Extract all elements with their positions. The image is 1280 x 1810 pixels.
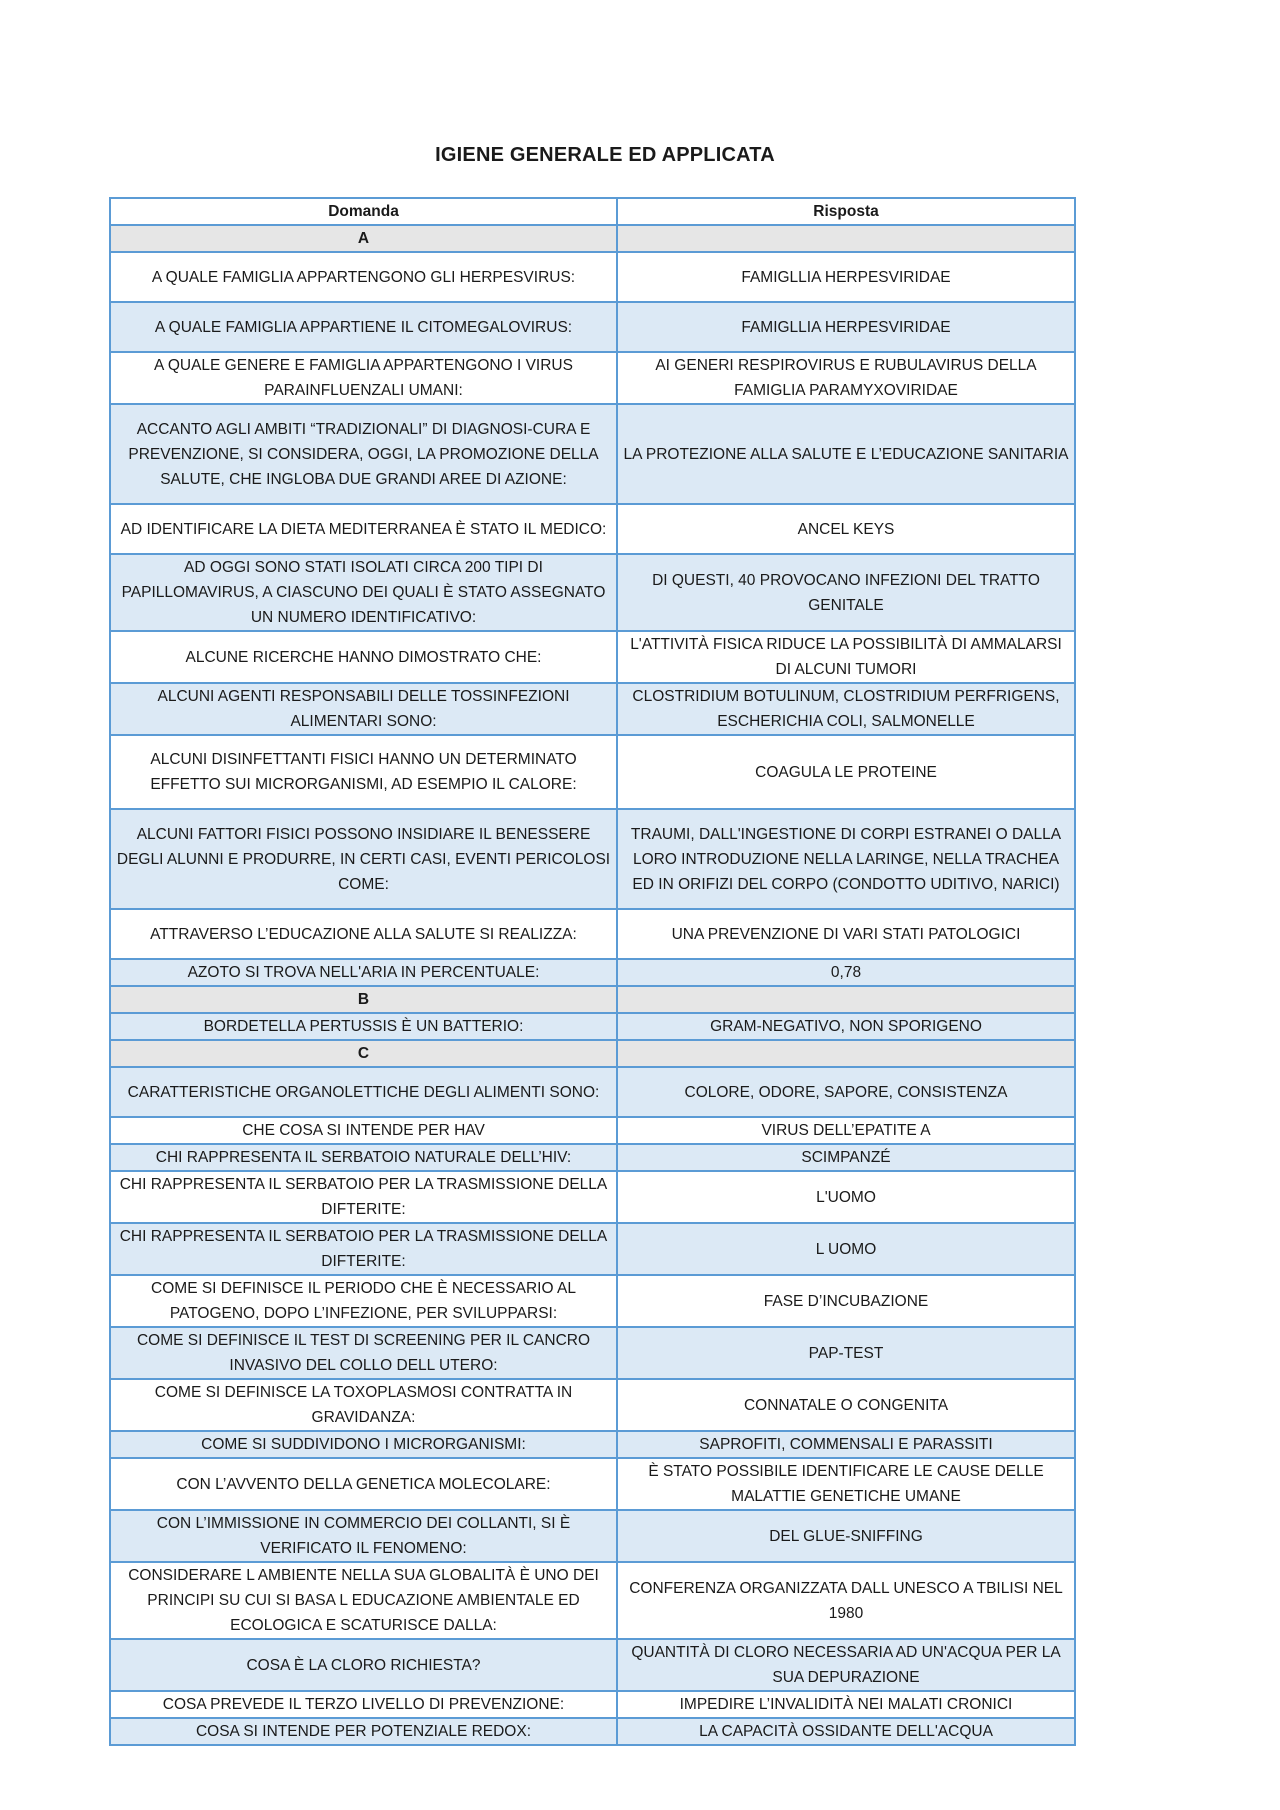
question-cell: CHI RAPPRESENTA IL SERBATOIO PER LA TRASMISSIONE DELLA DIFTERITE: <box>110 1223 617 1275</box>
question-cell: CHE COSA SI INTENDE PER HAV <box>110 1117 617 1144</box>
section-letter: C <box>110 1040 617 1067</box>
page-title: IGIENE GENERALE ED APPLICATA <box>435 144 775 166</box>
answer-cell: VIRUS DELL’EPATITE A <box>617 1117 1075 1144</box>
question-cell: CON L’AVVENTO DELLA GENETICA MOLECOLARE: <box>110 1458 617 1510</box>
answer-cell: LA PROTEZIONE ALLA SALUTE E L’EDUCAZIONE SANITARIA <box>617 404 1075 504</box>
answer-cell: FASE D’INCUBAZIONE <box>617 1275 1075 1327</box>
table-row <box>110 252 1075 302</box>
question-cell: CON L’IMMISSIONE IN COMMERCIO DEI COLLANTI, SI È VERIFICATO IL FENOMENO: <box>110 1510 617 1562</box>
qa-table <box>109 197 1076 1746</box>
answer-cell: PAP-TEST <box>617 1327 1075 1379</box>
answer-cell: DI QUESTI, 40 PROVOCANO INFEZIONI DEL TRATTO GENITALE <box>617 554 1075 631</box>
table-row <box>110 554 1075 631</box>
question-cell: AZOTO SI TROVA NELL'ARIA IN PERCENTUALE: <box>110 959 617 986</box>
table-row <box>110 1275 1075 1327</box>
header-answer: Risposta <box>617 198 1075 225</box>
question-cell: ALCUNI FATTORI FISICI POSSONO INSIDIARE IL BENESSERE DEGLI ALUNNI E PRODURRE, IN CERTI CASI, EVENTI PERICOLOSI COME: <box>110 809 617 909</box>
section-letter: A <box>110 225 617 252</box>
header-question: Domanda <box>110 198 617 225</box>
table-row <box>110 735 1075 809</box>
section-letter-empty <box>617 986 1075 1013</box>
table-row <box>110 1562 1075 1639</box>
question-cell: BORDETELLA PERTUSSIS È UN BATTERIO: <box>110 1013 617 1040</box>
answer-cell: LA CAPACITÀ OSSIDANTE DELL'ACQUA <box>617 1718 1075 1745</box>
answer-cell: L UOMO <box>617 1223 1075 1275</box>
question-cell: A QUALE FAMIGLIA APPARTENGONO GLI HERPESVIRUS: <box>110 252 617 302</box>
table-row <box>110 352 1075 404</box>
table-row <box>110 683 1075 735</box>
question-cell: COME SI SUDDIVIDONO I MICRORGANISMI: <box>110 1431 617 1458</box>
question-cell: ATTRAVERSO L’EDUCAZIONE ALLA SALUTE SI REALIZZA: <box>110 909 617 959</box>
table-body <box>110 225 1075 1745</box>
answer-cell: QUANTITÀ DI CLORO NECESSARIA AD UN'ACQUA PER LA SUA DEPURAZIONE <box>617 1639 1075 1691</box>
answer-cell: L'UOMO <box>617 1171 1075 1223</box>
question-cell: COME SI DEFINISCE LA TOXOPLASMOSI CONTRATTA IN GRAVIDANZA: <box>110 1379 617 1431</box>
section-letter: B <box>110 986 617 1013</box>
answer-cell: UNA PREVENZIONE DI VARI STATI PATOLOGICI <box>617 909 1075 959</box>
question-cell: ACCANTO AGLI AMBITI “TRADIZIONALI” DI DIAGNOSI-CURA E PREVENZIONE, SI CONSIDERA, OGGI, LA PROMOZIONE DELLA SALUTE, CHE INGLOBA DUE GRANDI AREE DI AZIONE: <box>110 404 617 504</box>
answer-cell: CLOSTRIDIUM BOTULINUM, CLOSTRIDIUM PERFRIGENS, ESCHERICHIA COLI, SALMONELLE <box>617 683 1075 735</box>
section-letter-row <box>110 1040 1075 1067</box>
table-row <box>110 1510 1075 1562</box>
answer-cell: FAMIGLLIA HERPESVIRIDAE <box>617 252 1075 302</box>
question-cell: COSA È LA CLORO RICHIESTA? <box>110 1639 617 1691</box>
table-row <box>110 1144 1075 1171</box>
question-cell: CHI RAPPRESENTA IL SERBATOIO PER LA TRASMISSIONE DELLA DIFTERITE: <box>110 1171 617 1223</box>
question-cell: CONSIDERARE L AMBIENTE NELLA SUA GLOBALITÀ È UNO DEI PRINCIPI SU CUI SI BASA L EDUCAZIONE AMBIENTALE ED ECOLOGICA E SCATURISCE DALLA: <box>110 1562 617 1639</box>
answer-cell: COAGULA LE PROTEINE <box>617 735 1075 809</box>
table-row <box>110 1718 1075 1745</box>
table-row <box>110 1013 1075 1040</box>
question-cell: ALCUNI DISINFETTANTI FISICI HANNO UN DETERMINATO EFFETTO SUI MICRORGANISMI, AD ESEMPIO IL CALORE: <box>110 735 617 809</box>
section-letter-empty <box>617 225 1075 252</box>
question-cell: CHI RAPPRESENTA IL SERBATOIO NATURALE DELL’HIV: <box>110 1144 617 1171</box>
section-letter-row <box>110 225 1075 252</box>
question-cell: COSA PREVEDE IL TERZO LIVELLO DI PREVENZIONE: <box>110 1691 617 1718</box>
table-row <box>110 1327 1075 1379</box>
answer-cell: ANCEL KEYS <box>617 504 1075 554</box>
answer-cell: L'ATTIVITÀ FISICA RIDUCE LA POSSIBILITÀ DI AMMALARSI DI ALCUNI TUMORI <box>617 631 1075 683</box>
table-row <box>110 404 1075 504</box>
table-header-row <box>110 198 1075 225</box>
answer-cell: FAMIGLLIA HERPESVIRIDAE <box>617 302 1075 352</box>
answer-cell: È STATO POSSIBILE IDENTIFICARE LE CAUSE DELLE MALATTIE GENETICHE UMANE <box>617 1458 1075 1510</box>
table-row <box>110 1458 1075 1510</box>
answer-cell: DEL GLUE-SNIFFING <box>617 1510 1075 1562</box>
table-row <box>110 1639 1075 1691</box>
answer-cell: AI GENERI RESPIROVIRUS E RUBULAVIRUS DELLA FAMIGLIA PARAMYXOVIRIDAE <box>617 352 1075 404</box>
answer-cell: CONFERENZA ORGANIZZATA DALL UNESCO A TBILISI NEL 1980 <box>617 1562 1075 1639</box>
section-letter-empty <box>617 1040 1075 1067</box>
answer-cell: COLORE, ODORE, SAPORE, CONSISTENZA <box>617 1067 1075 1117</box>
table-row <box>110 1171 1075 1223</box>
table-row <box>110 504 1075 554</box>
question-cell: AD IDENTIFICARE LA DIETA MEDITERRANEA È STATO IL MEDICO: <box>110 504 617 554</box>
question-cell: COSA SI INTENDE PER POTENZIALE REDOX: <box>110 1718 617 1745</box>
table-row <box>110 1067 1075 1117</box>
question-cell: ALCUNE RICERCHE HANNO DIMOSTRATO CHE: <box>110 631 617 683</box>
answer-cell: SCIMPANZÉ <box>617 1144 1075 1171</box>
answer-cell: SAPROFITI, COMMENSALI E PARASSITI <box>617 1431 1075 1458</box>
answer-cell: GRAM-NEGATIVO, NON SPORIGENO <box>617 1013 1075 1040</box>
question-cell: CARATTERISTICHE ORGANOLETTICHE DEGLI ALIMENTI SONO: <box>110 1067 617 1117</box>
answer-cell: CONNATALE O CONGENITA <box>617 1379 1075 1431</box>
table-row <box>110 909 1075 959</box>
table-row <box>110 1117 1075 1144</box>
table-row <box>110 1223 1075 1275</box>
question-cell: COME SI DEFINISCE IL TEST DI SCREENING PER IL CANCRO INVASIVO DEL COLLO DELL UTERO: <box>110 1327 617 1379</box>
table-row <box>110 631 1075 683</box>
question-cell: ALCUNI AGENTI RESPONSABILI DELLE TOSSINFEZIONI ALIMENTARI SONO: <box>110 683 617 735</box>
section-letter-row <box>110 986 1075 1013</box>
table-row <box>110 1691 1075 1718</box>
question-cell: AD OGGI SONO STATI ISOLATI CIRCA 200 TIPI DI PAPILLOMAVIRUS, A CIASCUNO DEI QUALI È STATO ASSEGNATO UN NUMERO IDENTIFICATIVO: <box>110 554 617 631</box>
question-cell: A QUALE FAMIGLIA APPARTIENE IL CITOMEGALOVIRUS: <box>110 302 617 352</box>
table-row <box>110 1379 1075 1431</box>
table-row <box>110 809 1075 909</box>
table-row <box>110 1431 1075 1458</box>
answer-cell: 0,78 <box>617 959 1075 986</box>
answer-cell: TRAUMI, DALL'INGESTIONE DI CORPI ESTRANEI O DALLA LORO INTRODUZIONE NELLA LARINGE, NELLA TRACHEA ED IN ORIFIZI DEL CORPO (CONDOTTO UDITIVO, NARICI) <box>617 809 1075 909</box>
table-row <box>110 302 1075 352</box>
table-row <box>110 959 1075 986</box>
question-cell: A QUALE GENERE E FAMIGLIA APPARTENGONO I VIRUS PARAINFLUENZALI UMANI: <box>110 352 617 404</box>
answer-cell: IMPEDIRE L’INVALIDITÀ NEI MALATI CRONICI <box>617 1691 1075 1718</box>
question-cell: COME SI DEFINISCE IL PERIODO CHE È NECESSARIO AL PATOGENO, DOPO L’INFEZIONE, PER SVILUPPARSI: <box>110 1275 617 1327</box>
